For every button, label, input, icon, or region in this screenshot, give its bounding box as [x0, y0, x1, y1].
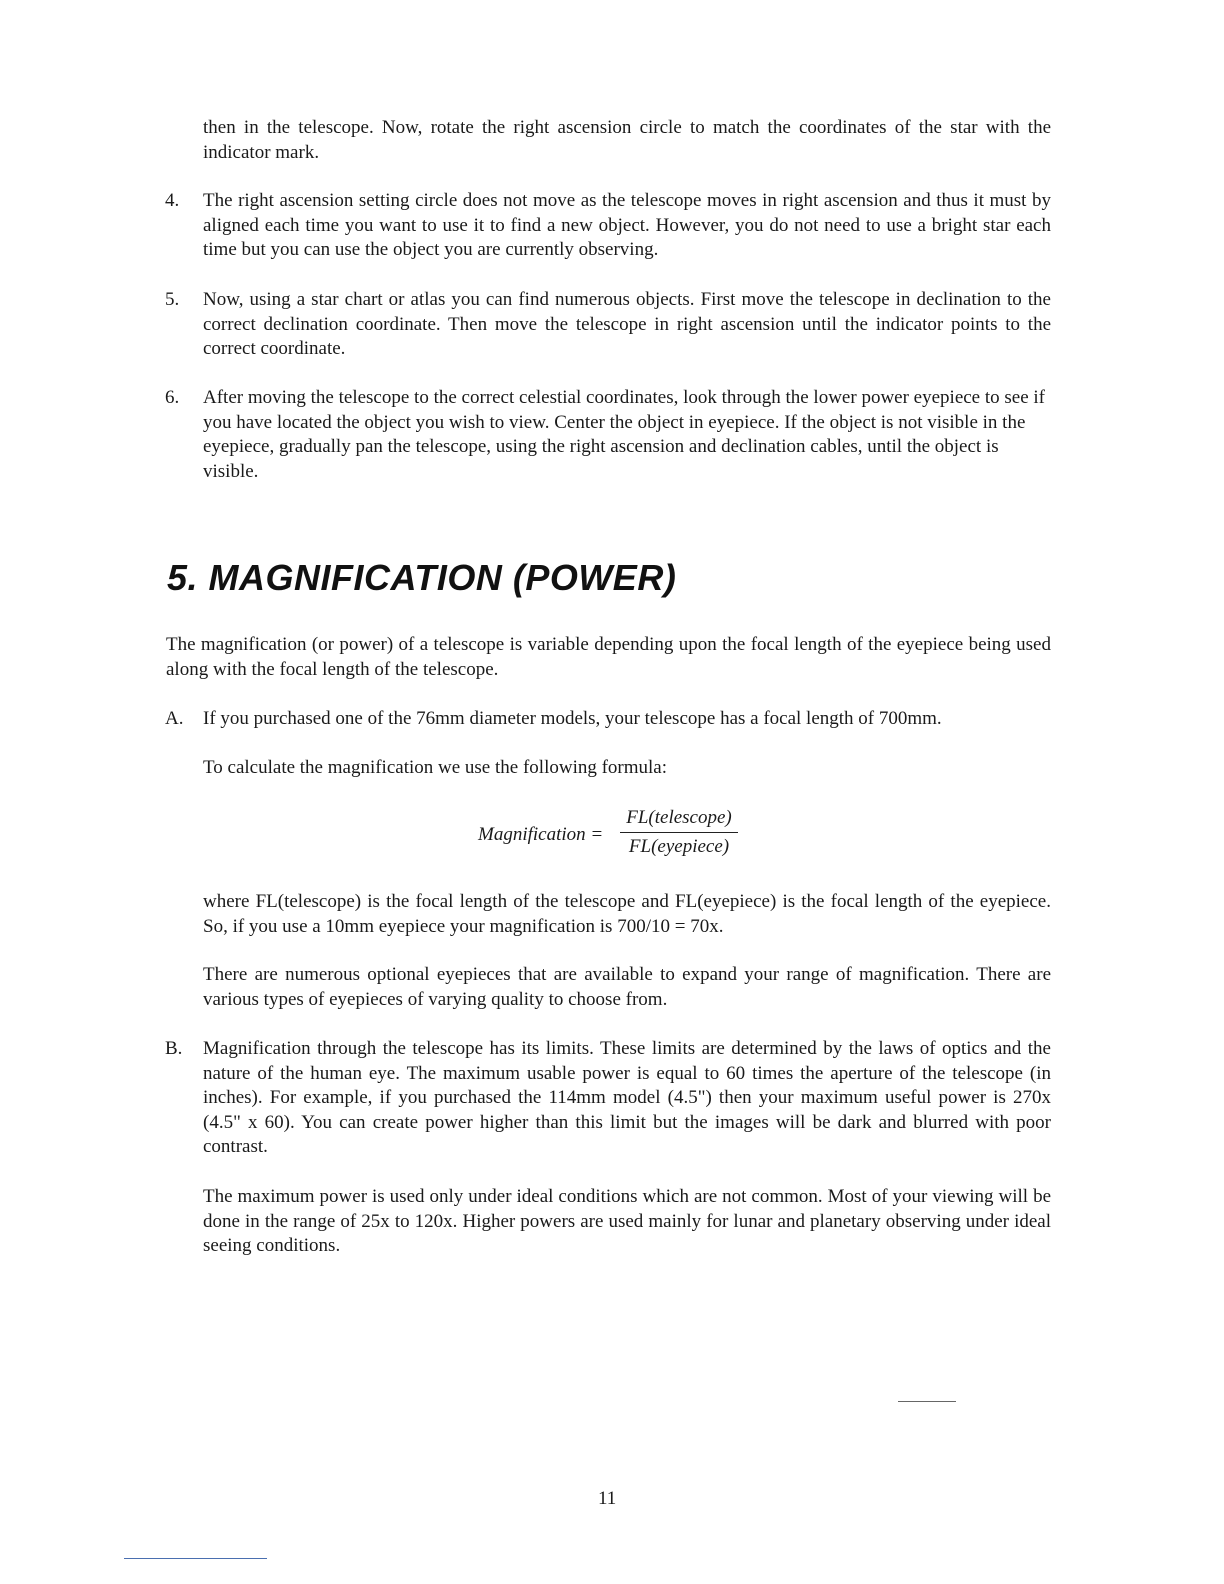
formula-denominator: FL(eyepiece) [628, 836, 730, 857]
formula-explanation: where FL(telescope) is the focal length of the telescope and FL(eyepiece) is the focal length of the eyepiece. So, if you use a 10mm eyepiece your magnification is 700/10 = 70x. [203, 891, 1051, 937]
step-number-4: 4. [165, 190, 180, 211]
continuation-paragraph: then in the telescope. Now, rotate the right ascension circle to match the coordinates of the star with the indicator mark. [203, 117, 1051, 163]
step-4-text: The right ascension setting circle does not move as the telescope moves in right ascension and thus it must by aligned each time you want to use it to find a new object. However, you do not need to use a bright star each time but you can use the object you are currently observing. [203, 190, 1051, 260]
section-heading: 5. MAGNIFICATION (POWER) [167, 557, 677, 598]
item-b-label: B. [165, 1038, 183, 1059]
max-power-note: The maximum power is used only under ideal conditions which are not common. Most of your viewing will be done in the range of 25x to 120x. Higher powers are used mainly for lunar and planetary observing under ideal seeing conditions. [203, 1186, 1051, 1256]
bottom-rule [124, 1558, 267, 1559]
formula-fraction [620, 806, 738, 859]
formula-lhs: Magnification = [478, 824, 604, 845]
formula-intro: To calculate the magnification we use the following formula: [203, 757, 668, 778]
eyepieces-note: There are numerous optional eyepieces that are available to expand your range of magnification. There are various types of eyepieces of varying quality to choose from. [203, 964, 1051, 1010]
item-a-label: A. [165, 708, 184, 729]
item-a-text: If you purchased one of the 76mm diameter models, your telescope has a focal length of 700mm. [203, 708, 942, 729]
formula-numerator: FL(telescope) [620, 806, 738, 833]
step-5-text: Now, using a star chart or atlas you can find numerous objects. First move the telescope in declination to the correct declination coordinate. Then move the telescope in right ascension until the indicator points to the correct coordinate. [203, 289, 1051, 359]
step-6-text: After moving the telescope to the correct celestial coordinates, look through the lower power eyepiece to see if you have located the object you wish to view. Center the object in eyepiece. If the object is not visible in the eyepiece, gradually pan the telescope, using the right ascension and declination cables, until the object is visible. [203, 387, 1046, 482]
page-number: 11 [598, 1488, 617, 1509]
step-number-6: 6. [165, 387, 180, 408]
stray-scan-mark [898, 1401, 956, 1402]
item-b-text: Magnification through the telescope has its limits. These limits are determined by the laws of optics and the nature of the human eye. The maximum usable power is equal to 60 times the aperture of the telescope (in inches). For example, if you purchased the 114mm model (4.5") then your maximum useful power is 270x (4.5" x 60). You can create power higher than this limit but the images will be dark and blurred with poor contrast. [203, 1038, 1051, 1157]
magnification-intro: The magnification (or power) of a telescope is variable depending upon the focal length of the eyepiece being used along with the focal length of the telescope. [166, 634, 1051, 680]
step-number-5: 5. [165, 289, 180, 310]
